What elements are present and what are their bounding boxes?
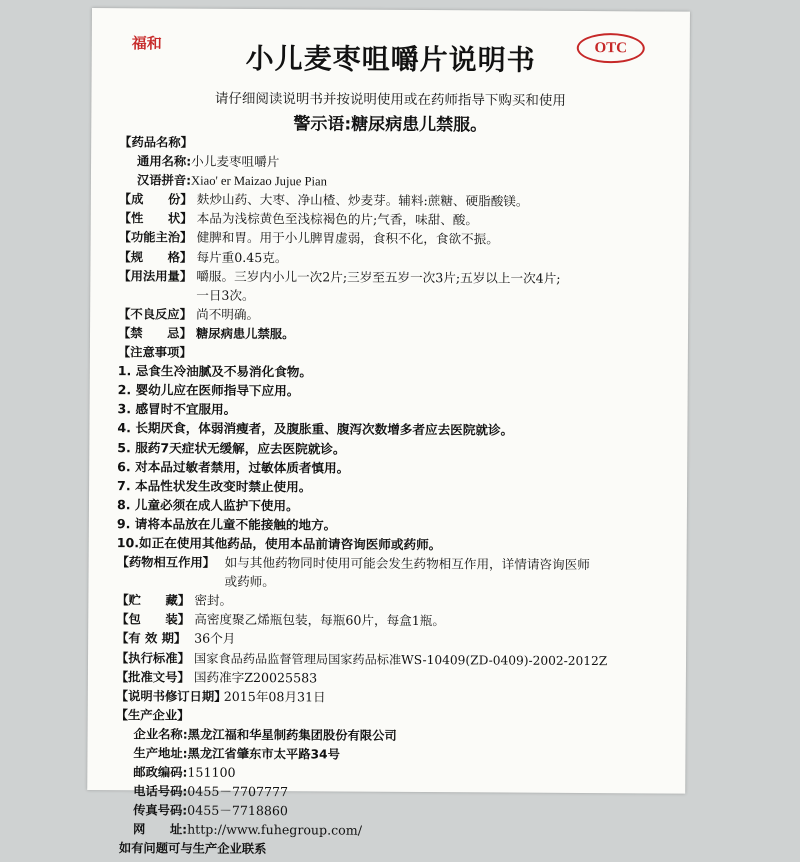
storage-label: 【贮 藏】 — [116, 593, 191, 608]
contraindication-value: 糖尿病患儿禁服。 — [195, 326, 295, 342]
common-name-label: 通用名称: — [137, 154, 192, 169]
page-title: 小儿麦枣咀嚼片说明书 — [245, 41, 536, 77]
package-label: 【包 装】 — [116, 612, 191, 627]
subtitle: 请仔细阅读说明书并按说明使用或在药师指导下购买和使用 — [214, 90, 566, 109]
fax-label: 传真号码: — [133, 803, 188, 818]
address-value: 黑龙江省肇东市太平路34号 — [187, 746, 340, 762]
precaution-item: 4. 长期厌食，体弱消瘦者，及腹胀重、腹泻次数增多者应去医院就诊。 — [117, 420, 514, 438]
precaution-item: 9. 请将本品放在儿童不能接触的地方。 — [116, 516, 337, 533]
common-name-value: 小儿麦枣咀嚼片 — [191, 153, 280, 170]
precaution-item: 1. 忌食生冷油腻及不易消化食物。 — [117, 363, 313, 380]
interaction-value-1: 如与其他药物同时使用可能会发生药物相互作用，详情请咨询医师 — [224, 554, 590, 573]
package-value: 高密度聚乙烯瓶包装，每瓶60片，每盒1瓶。 — [194, 611, 446, 629]
website-value[interactable]: http://www.fuhegroup.com/ — [187, 821, 363, 839]
revision-value: 2015年08月31日 — [223, 688, 326, 705]
precaution-item: 6. 对本品过敏者禁用，过敏体质者慎用。 — [117, 458, 350, 476]
postcode-value: 151100 — [187, 764, 236, 780]
ingredients-label: 【成 份】 — [118, 192, 193, 207]
section-precautions: 【注意事项】 — [117, 345, 192, 360]
validity-label: 【有 效 期】 — [116, 631, 187, 647]
precaution-item: 3. 感冒时不宜服用。 — [117, 401, 237, 418]
company-name-value: 黑龙江福和华星制药集团股份有限公司 — [187, 727, 397, 743]
postcode-label: 邮政编码: — [133, 765, 188, 780]
precaution-item: 7. 本品性状发生改变时禁止使用。 — [117, 477, 312, 495]
warning-text: 警示语:糖尿病患儿禁服。 — [293, 114, 488, 136]
approval-value: 国药准字Z20025583 — [193, 669, 318, 686]
usage-value-1: 嚼服。三岁内小儿一次2片;三岁至五岁一次3片;五岁以上一次4片; — [196, 268, 561, 286]
precaution-item: 2. 婴幼儿应在医师指导下应用。 — [117, 382, 300, 399]
interaction-value-2: 或药师。 — [224, 573, 275, 590]
phone-value: 0455－7707777 — [187, 783, 289, 800]
contraindication-label: 【禁 忌】 — [117, 326, 192, 341]
footer-note: 如有问题可与生产企业联系 — [118, 841, 267, 857]
adverse-value: 尚不明确。 — [196, 306, 260, 322]
address-label: 生产地址: — [133, 746, 188, 761]
instruction-sheet — [87, 8, 690, 857]
spec-value: 每片重0.45克。 — [196, 249, 288, 265]
ingredients-value: 麸炒山药、大枣、净山楂、炒麦芽。辅料:蔗糖、硬脂酸镁。 — [196, 191, 529, 209]
storage-value: 密封。 — [194, 592, 233, 609]
spec-label: 【规 格】 — [118, 249, 193, 265]
precaution-item: 10.如正在使用其他药品，使用本品前请咨询医师或药师。 — [116, 535, 442, 553]
company-name-label: 企业名称: — [133, 727, 188, 742]
revision-label: 【说明书修订日期】 — [115, 688, 227, 704]
brand-logo: 福和 — [131, 34, 162, 53]
character-label: 【性 状】 — [118, 211, 193, 226]
pinyin-value: Xiao' er Maizao Jujue Pian — [191, 173, 327, 189]
indication-label: 【功能主治】 — [118, 230, 193, 246]
indication-value: 健脾和胃。用于小儿脾胃虚弱，食积不化，食欲不振。 — [196, 230, 499, 247]
phone-label: 电话号码: — [133, 784, 188, 799]
standard-label: 【执行标准】 — [115, 650, 190, 666]
precaution-item: 5. 服药7天症状无缓解，应去医院就诊。 — [117, 439, 346, 457]
interaction-label: 【药物相互作用】 — [116, 555, 216, 570]
standard-value: 国家食品药品监督管理局国家药品标准WS-10409(ZD-0409)-2002-2012Z — [193, 651, 608, 668]
section-drug-name: 【药品名称】 — [119, 135, 194, 150]
pinyin-label: 汉语拼音: — [136, 173, 192, 188]
sheet-body — [115, 132, 687, 861]
character-value: 本品为浅棕黄色至浅棕褐色的片;气香，味甜、酸。 — [196, 211, 479, 228]
fax-value: 0455－7718860 — [187, 802, 288, 819]
validity-value: 36个月 — [194, 631, 236, 647]
usage-label: 【用法用量】 — [118, 268, 193, 284]
section-manufacturer: 【生产企业】 — [115, 707, 190, 723]
otc-badge: OTC — [577, 33, 645, 63]
website-label: 网 址: — [132, 822, 188, 837]
usage-value-2: 一日3次。 — [196, 287, 255, 303]
adverse-label: 【不良反应】 — [118, 307, 192, 322]
precaution-item: 8. 儿童必须在成人监护下使用。 — [116, 496, 299, 514]
approval-label: 【批准文号】 — [115, 669, 190, 685]
